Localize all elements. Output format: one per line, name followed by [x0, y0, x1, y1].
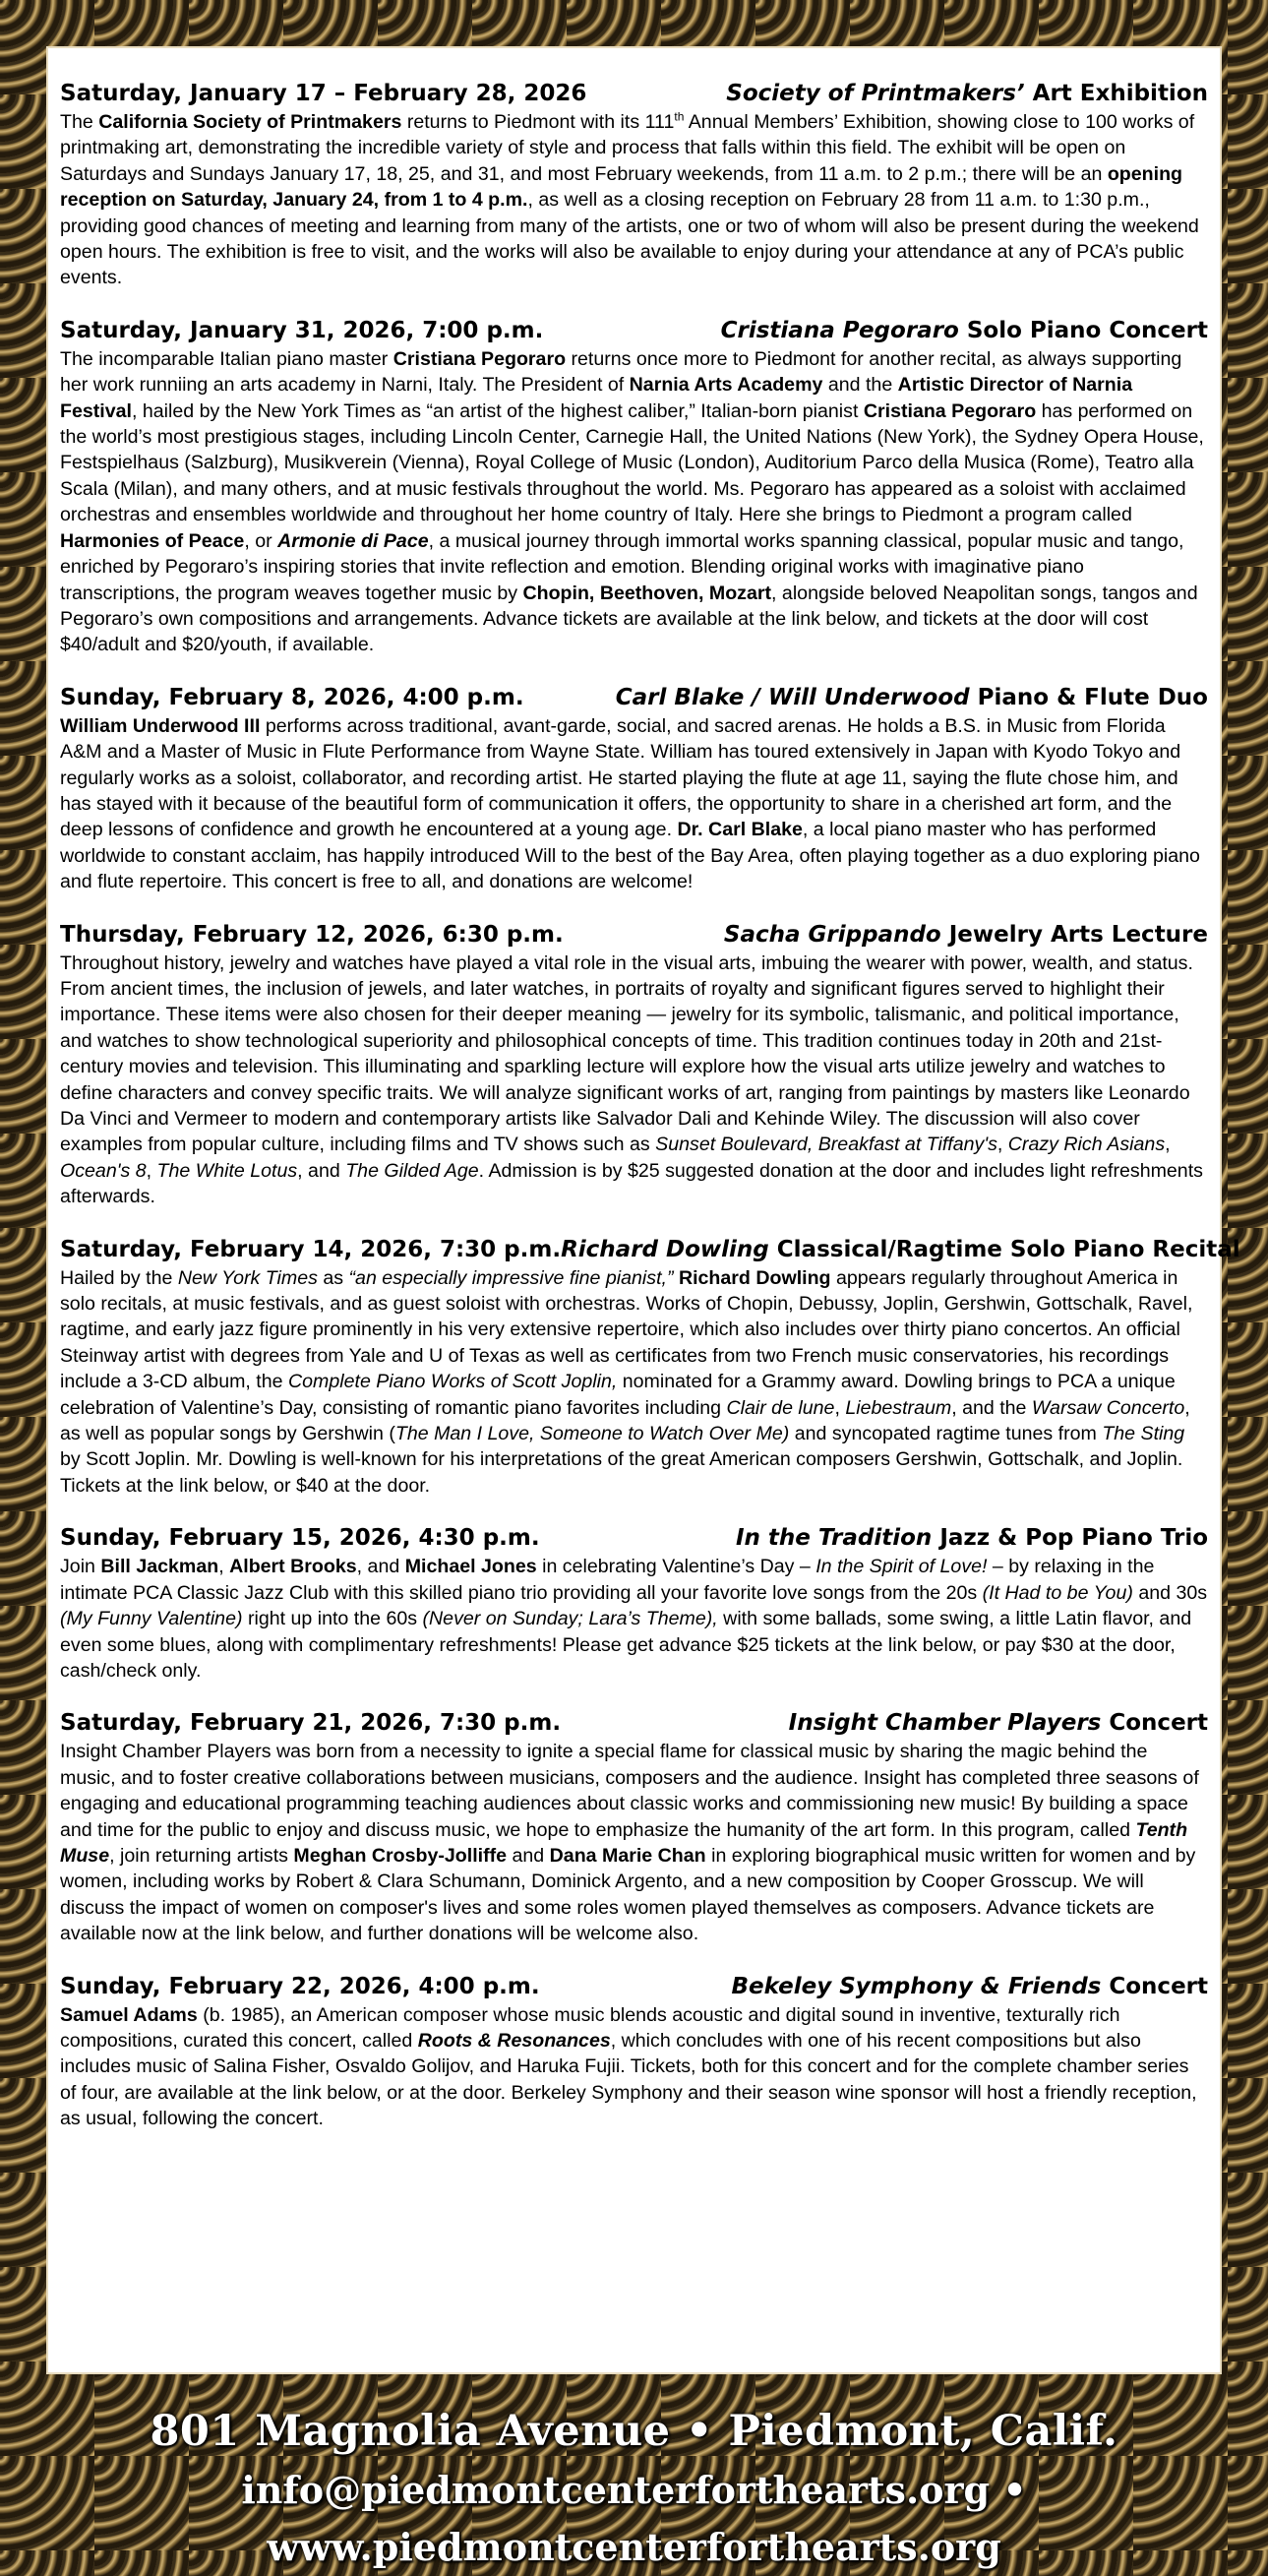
event-description: The incomparable Italian piano master Cristiana Pegoraro returns once more to Piedmont for another recital, as always supporting her work runniing an arts academy in Narni, Italy. The President of Narnia Arts Academy and the Artistic Director of Narnia Festival, hailed by the New York Times as “an artist of the highest caliber,” Italian-born pianist Cristiana Pegoraro has performed on the world’s most prestigious stages, including Lincoln Center, Carnegie Hall, the United Nations (New York), the Sydney Opera House, Festspielhaus (Salzburg), Musikverein (Vienna), Royal College of Music (London), Auditorium Parco della Musica (Rome), Teatro alla Scala (Milan), and many others, and at music festivals throughout the world. Ms. Pegoraro has appeared as a soloist with acclaimed orchestras and ensembles worldwide and throughout her home country of Italy. Here she brings to Piedmont a program called Harmonies of Peace, or Armonie di Pace, a musical journey through immortal works spanning classical, popular music and tango, enriched by Pegoraro’s inspiring stories that invite reflection and emotion. Blending original works with imaginative piano transcriptions, the program weaves together music by Chopin, Beethoven, Mozart, alongside beloved Neapolitan songs, tangos and Pegoraro’s own compositions and arrangements. Advance tickets are available at the link below, and tickets at the door will cost $40/adult and $20/youth, if available.	[60, 347, 1204, 656]
event-header	[60, 315, 1208, 346]
event-entry	[60, 1971, 1208, 2132]
event-description: The California Society of Printmakers returns to Piedmont with its 111th Annual Members’ Exhibition, showing close to 100 works of printmaking art, demonstrating the incredible variety of style and process that falls within this field. The exhibit will be open on Saturdays and Sundays January 17, 18, 25, and 31, and most February weekends, from 11 a.m. to 2 p.m.; there will be an opening reception on Saturday, January 24, from 1 to 4 p.m., as well as a closing reception on February 28 from 11 a.m. to 1:30 p.m., providing good chances of meeting and learning from many of the artists, one or two of whom will also be present during the weekend open hours. The exhibition is free to visit, and the works will also be available to enjoy during your attendance at any of PCA’s public events.	[60, 109, 1199, 289]
event-header	[60, 1522, 1208, 1554]
event-title	[736, 1522, 1208, 1554]
event-type: Piano & Flute Duo	[977, 684, 1208, 710]
event-performer: Bekeley Symphony & Friends	[731, 1973, 1102, 1999]
event-title	[732, 1971, 1208, 2002]
event-title	[616, 682, 1208, 713]
event-entry	[60, 78, 1208, 291]
event-date: Sunday, February 15, 2026, 4:30 p.m.	[60, 1525, 540, 1552]
event-date: Saturday, February 21, 2026, 7:30 p.m.	[60, 1710, 562, 1737]
event-description: Hailed by the New York Times as “an especially impressive fine pianist,” Richard Dowling appears regularly throughout America in solo recitals, at music festivals, and as guest soloist with orchestras. Works of Chopin, Debussy, Joplin, Gershwin, Gottschalk, Ravel, ragtime, and early jazz figure prominently in his very extensive repertoire, which also includes over thirty piano concertos. An official Steinway artist with degrees from Yale and U of Texas as well as certificates from two French music conservatories, his recordings include a 3-CD album, the Complete Piano Works of Scott Joplin, nominated for a Grammy award. Dowling brings to PCA a unique celebration of Valentine’s Day, consisting of romantic piano favorites including Clair de lune, Liebestraum, and the Warsaw Concerto, as well as popular songs by Gershwin (The Man I Love, Someone to Watch Over Me) and syncopated ragtime tunes from The Sting by Scott Joplin. Mr. Dowling is well-known for his interpretations of the great American composers Gershwin, Gottschalk, and Joplin. Tickets at the link below, or $40 at the door.	[60, 1266, 1193, 1497]
event-title	[721, 315, 1208, 346]
event-title	[789, 1707, 1208, 1739]
footer	[0, 2401, 1268, 2576]
event-header	[60, 78, 1208, 109]
event-performer: In the Tradition	[735, 1525, 933, 1552]
event-entry	[60, 919, 1208, 1210]
event-header	[60, 1707, 1208, 1739]
event-header	[60, 1234, 1240, 1265]
footer-address: 801 Magnolia Avenue • Piedmont, Calif.	[150, 2407, 1118, 2456]
event-date: Saturday, February 14, 2026, 7:30 p.m.	[60, 1236, 562, 1262]
event-header	[60, 919, 1208, 951]
event-performer: Sacha Grippando	[723, 921, 941, 948]
event-date: Sunday, February 22, 2026, 4:00 p.m.	[60, 1973, 540, 1999]
event-date: Thursday, February 12, 2026, 6:30 p.m.	[60, 921, 564, 948]
event-type: Solo Piano Concert	[966, 317, 1208, 343]
event-date: Saturday, January 17 – February 28, 2026	[60, 81, 587, 106]
event-entry	[60, 1707, 1208, 1946]
event-title	[561, 1234, 1240, 1265]
event-description: Insight Chamber Players was born from a necessity to ignite a special flame for classical music by sharing the magic behind the music, and to foster creative collaborations between musicians, composers and the audience. Insight has completed three seasons of engaging and educational programming teaching audiences about classic works and commissioning new music! By building a space and time for the public to enjoy and discuss music, we hope to emphasize the humanity of the art form. In this program, called Tenth Muse, join returning artists Meghan Crosby-Jolliffe and Dana Marie Chan in exploring biographical music written for women and by women, including works by Robert & Clara Schumann, Dominick Argento, and a new composition by Cooper Grosscup. We will discuss the impact of women on composer's lives and some roles women played themselves as composers. Advance tickets are available now at the link below, and further donations will be welcome also.	[60, 1741, 1199, 1945]
event-type: Concert	[1109, 1710, 1208, 1737]
event-type: Concert	[1109, 1973, 1208, 1999]
event-description: William Underwood III performs across traditional, avant-garde, social, and sacred arenas. He holds a B.S. in Music from Florida A&M and a Master of Music in Flute Performance from Wayne State. William has toured extensively in Japan with Kyodo Tokyo and regularly works as a soloist, collaborator, and recording artist. He started playing the flute at age 11, saying the flute chose him, and has stayed with it because of the beautiful form of communication it offers, the opportunity to share in a cherished art form, and the deep lessons of confidence and growth he encountered at a young age. Dr. Carl Blake, a local piano master who has performed worldwide to constant acclaim, has happily introduced Will to the best of the Bay Area, often playing together as a duo exploring piano and flute repertoire. This concert is free to all, and donations are welcome!	[60, 714, 1200, 893]
event-description: Join Bill Jackman, Albert Brooks, and Michael Jones in celebrating Valentine’s Day – In the Spirit of Love! – by relaxing in the intimate PCA Classic Jazz Club with this skilled piano trio providing all your favorite love songs from the 20s (It Had to be You) and 30s (My Funny Valentine) right up into the 60s (Never on Sunday; Lara’s Theme), with some ballads, some swing, a little Latin flavor, and even some blues, along with complimentary refreshments! Please get advance $25 tickets at the link below, or pay $30 at the door, cash/check only.	[60, 1556, 1208, 1682]
event-type: Jazz & Pop Piano Trio	[939, 1525, 1208, 1552]
event-entry	[60, 315, 1208, 658]
content-panel	[48, 48, 1240, 2372]
event-performer: Richard Dowling	[561, 1236, 769, 1262]
event-description: Samuel Adams (b. 1985), an American composer whose music blends acoustic and digital sound in inventive, texturally rich compositions, curated this concert, called Roots & Resonances, which concludes with one of his recent compositions but also includes music of Salina Fisher, Osvaldo Golijov, and Haruka Fujii. Tickets, both for this concert and for the complete chamber series of four, are available at the link below, or at the door. Berkeley Symphony and their season wine sponsor will host a friendly reception, as usual, following the concert.	[60, 2003, 1197, 2130]
event-header	[60, 682, 1208, 713]
event-performer: Carl Blake / Will Underwood	[615, 684, 970, 710]
event-performer: Cristiana Pegoraro	[720, 317, 959, 343]
event-type: Art Exhibition	[1032, 81, 1208, 106]
event-entry	[60, 682, 1208, 895]
event-type: Classical/Ragtime Solo Piano Recital	[776, 1236, 1240, 1262]
event-date: Saturday, January 31, 2026, 7:00 p.m.	[60, 317, 544, 343]
event-performer: Insight Chamber Players	[788, 1710, 1102, 1737]
event-title	[724, 919, 1208, 951]
event-date: Sunday, February 8, 2026, 4:00 p.m.	[60, 684, 524, 710]
event-description: Throughout history, jewelry and watches have played a vital role in the visual arts, imbuing the wearer with power, wealth, and status. From ancient times, the inclusion of jewels, and later watches, in portraits of royalty and significant figures served to highlight their importance. These items were also chosen for their deeper meaning — jewelry for its symbolic, talismanic, and political importance, and watches to show technological superiority and philosophical concepts of time. This tradition continues today in 20th and 21st-century movies and television. This illuminating and sparkling lecture will explore how the visual arts utilize jewelry and watches to define characters and convey specific traits. We will analyze significant works of art, ranging from paintings by masters like Leonardo Da Vinci and Vermeer to modern and contemporary artists like Salvador Dali and Kehinde Wiley. The discussion will also cover examples from popular culture, including films and TV shows such as Sunset Boulevard, Breakfast at Tiffany's, Crazy Rich Asians, Ocean's 8, The White Lotus, and The Gilded Age. Admission is by $25 suggested donation at the door and includes light refreshments afterwards.	[60, 951, 1203, 1208]
footer-contact[interactable]: info@piedmontcenterforthearts.org • www.piedmontcenterforthearts.org	[241, 2468, 1027, 2569]
event-entry	[60, 1522, 1208, 1684]
event-performer: Society of Printmakers’	[726, 81, 1025, 106]
event-entry	[60, 1234, 1240, 1500]
event-type: Jewelry Arts Lecture	[948, 921, 1208, 948]
event-list	[60, 78, 1240, 2156]
event-header	[60, 1971, 1208, 2002]
event-title	[726, 78, 1208, 109]
